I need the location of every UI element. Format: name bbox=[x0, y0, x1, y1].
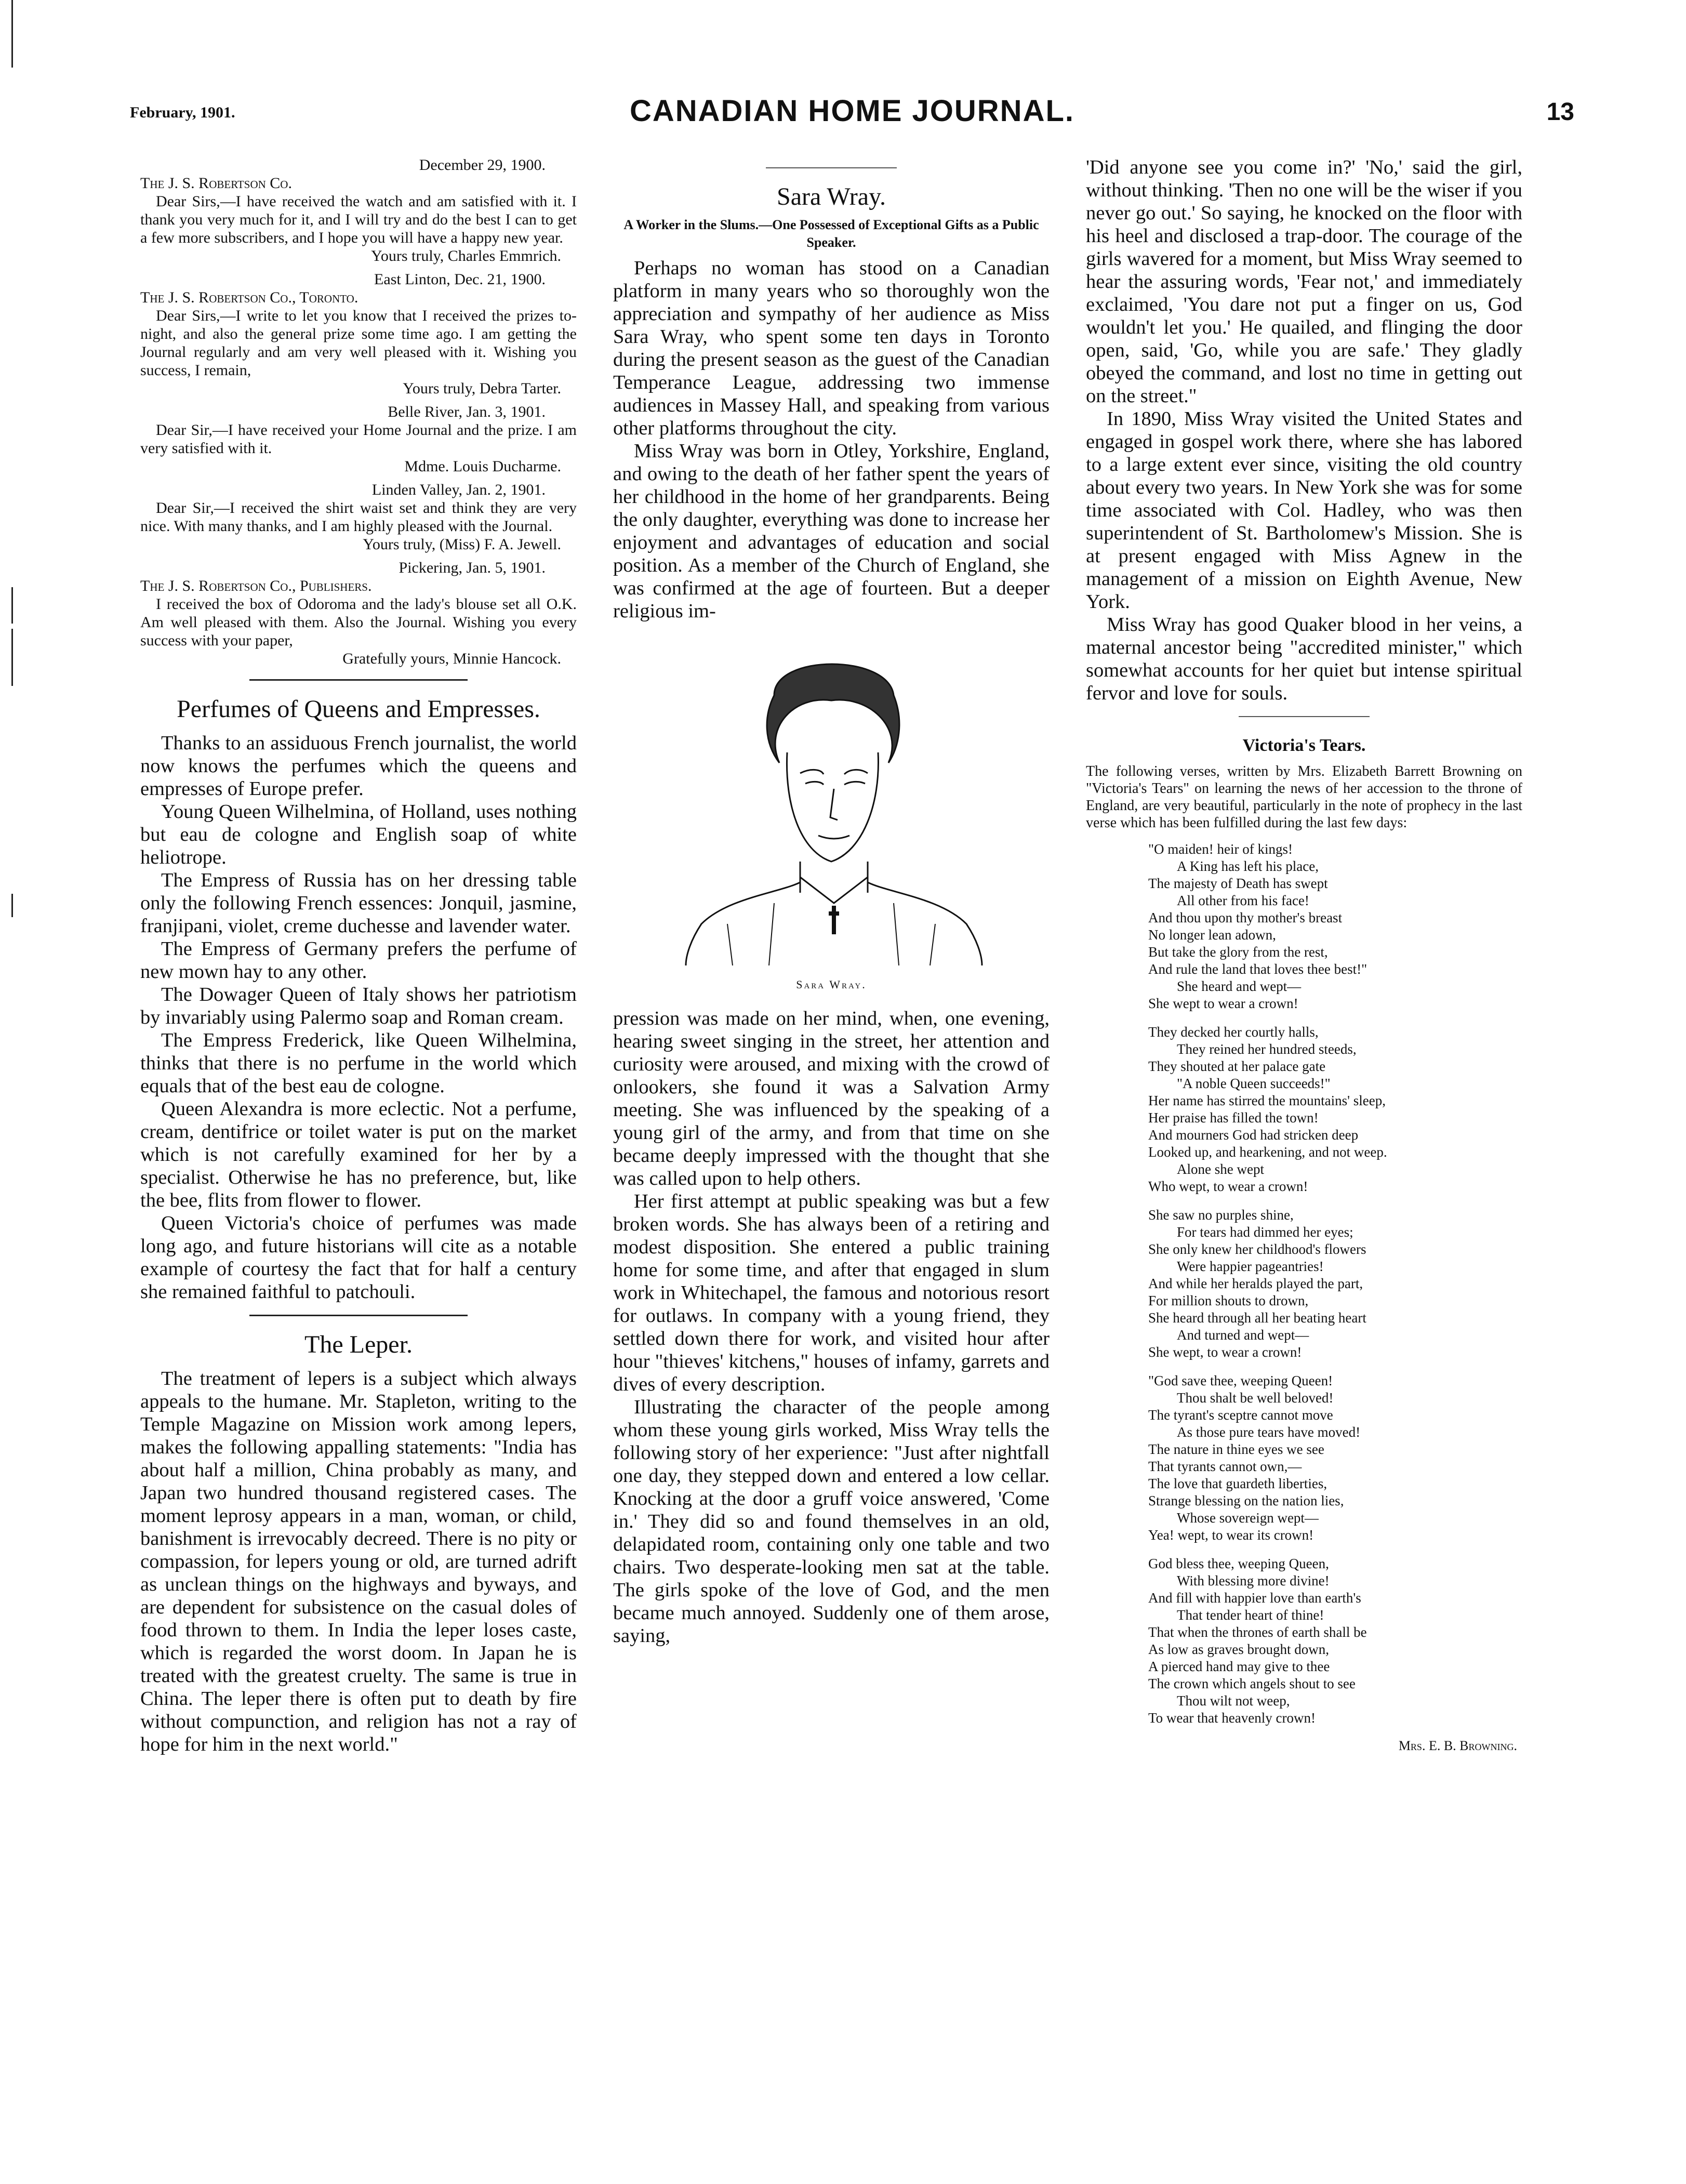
letter-signature: Yours truly, Debra Tarter. bbox=[403, 380, 561, 397]
poem-line: And turned and wept— bbox=[1177, 1327, 1309, 1343]
paragraph: Thanks to an assiduous French journalist, the world now knows the perfumes which the queens and empresses of Europe prefer. bbox=[140, 732, 577, 800]
margin-rule bbox=[11, 0, 13, 68]
letter-signature: Yours truly, (Miss) F. A. Jewell. bbox=[363, 536, 561, 553]
poem-line: And rule the land that loves thee best!" bbox=[1148, 961, 1368, 977]
stanza bbox=[1148, 1207, 1522, 1361]
letter-dateline: December 29, 1900. bbox=[419, 156, 546, 174]
poem-intro: The following verses, written by Mrs. Elizabeth Barrett Browning on "Victoria's Tears" on learning the news of her accession to the throne of England, are very beautiful, particularly in the note of prophecy in the last verse which has been fulfilled during the last few days: bbox=[1086, 763, 1522, 831]
divider bbox=[1239, 716, 1370, 717]
poem-line: Looked up, and hearkening, and not weep. bbox=[1148, 1144, 1387, 1160]
paragraph: The Empress of Germany prefers the perfume of new mown hay to any other. bbox=[140, 938, 577, 983]
letter bbox=[140, 156, 577, 265]
poem-line: And fill with happier love than earth's bbox=[1148, 1590, 1361, 1606]
poem-line: They reined her hundred steeds, bbox=[1177, 1041, 1357, 1057]
paragraph: pression was made on her mind, when, one evening, hearing sweet singing in the street, her attention and curiosity were aroused, and mixing with the crowd of onlookers, she found it was a Salvation Army meeting. She was influenced by the speaking of a young girl of the army, and from that time on she became deeply impressed with the thought that she was called upon to help others. bbox=[613, 1008, 1050, 1189]
sara-article-continued bbox=[613, 1007, 1050, 1647]
divider bbox=[766, 167, 897, 168]
poem-line: They shouted at her palace gate bbox=[1148, 1058, 1326, 1074]
poem-line: That when the thrones of earth shall be bbox=[1148, 1624, 1367, 1640]
sara-subtitle: A Worker in the Slums.—One Possessed of Exceptional Gifts as a Public Speaker. bbox=[623, 217, 1039, 250]
poem-line: She heard and wept— bbox=[1177, 978, 1302, 994]
sara-article-end bbox=[1086, 156, 1522, 705]
poem-line: Her name has stirred the mountains' sleep, bbox=[1148, 1093, 1386, 1108]
poem-line: But take the glory from the rest, bbox=[1148, 944, 1328, 960]
poem-line: A King has left his place, bbox=[1177, 858, 1319, 874]
poem-line: Her praise has filled the town! bbox=[1148, 1110, 1319, 1126]
issue-date: February, 1901. bbox=[130, 104, 235, 121]
letters-section bbox=[140, 156, 577, 668]
paragraph: 'Did anyone see you come in?' 'No,' said the girl, without thinking. 'Then no one will be the wiser if you never go out.' So saying, he knocked on the floor with his heel and disclosed a trap-door. The courage of the girls wavered for a moment, but Miss Wray seemed to hear the assuring words, 'Fear not,' and immediately exclaimed, 'You dare not put a finger on us, God wouldn't let you.' He quailed, and flinging the door open, said, 'Go, while you are safe.' They gladly obeyed the command, and lost no time in getting out on the street." bbox=[1086, 156, 1522, 407]
poem-line: Alone she wept bbox=[1177, 1161, 1264, 1177]
letter bbox=[140, 403, 577, 475]
poem-signature: Mrs. E. B. Browning. bbox=[1398, 1738, 1517, 1753]
poem-line: She wept to wear a crown! bbox=[1148, 996, 1298, 1011]
column-middle bbox=[613, 156, 1050, 1647]
letter-recipient: The J. S. Robertson Co., Publishers. bbox=[140, 577, 372, 594]
letter bbox=[140, 270, 577, 398]
divider bbox=[249, 1315, 468, 1316]
sara-wray-portrait bbox=[644, 633, 1018, 965]
letter-body: I received the box of Odoroma and the lady's blouse set all O.K. Am well pleased with them. Also the Journal. Wishing you every success with your paper, bbox=[140, 595, 577, 649]
poem-line: For tears had dimmed her eyes; bbox=[1177, 1224, 1353, 1240]
letter-body: Dear Sirs,—I have received the watch and am satisfied with it. I thank you very much for it, and I will try and do the best I can to get a few more subscribers, and I hope you will have a happy new year. bbox=[140, 193, 577, 246]
poem-line: The nature in thine eyes we see bbox=[1148, 1441, 1324, 1457]
column-right bbox=[1086, 156, 1522, 1754]
poem-line: She saw no purples shine, bbox=[1148, 1207, 1294, 1223]
margin-rule bbox=[11, 894, 13, 917]
letter-recipient: The J. S. Robertson Co., Toronto. bbox=[140, 289, 359, 306]
stanza bbox=[1148, 841, 1522, 1012]
poem-line: And mourners God had stricken deep bbox=[1148, 1127, 1359, 1143]
paragraph: Miss Wray was born in Otley, Yorkshire, England, and owing to the death of her father spent the years of her childhood in the home of her grandparents. Being the only daughter, everything was done to increase her enjoyment and advantages of education and social position. As a member of the Church of England, she was confirmed at the age of fourteen. But a deeper religious im- bbox=[613, 440, 1050, 622]
poem-line: Thou wilt not weep, bbox=[1177, 1693, 1290, 1709]
paragraph: Young Queen Wilhelmina, of Holland, uses nothing but eau de cologne and English soap of white heliotrope. bbox=[140, 801, 577, 868]
stanza bbox=[1148, 1024, 1522, 1195]
poem-line: They decked her courtly halls, bbox=[1148, 1024, 1319, 1040]
poem-line: The tyrant's sceptre cannot move bbox=[1148, 1407, 1333, 1423]
journal-title: CANADIAN HOME JOURNAL. bbox=[630, 94, 1074, 128]
poem-line: The majesty of Death has swept bbox=[1148, 876, 1328, 891]
poem-line: Strange blessing on the nation lies, bbox=[1148, 1493, 1344, 1508]
paragraph: Illustrating the character of the people among whom these young girls worked, Miss Wray tells the following story of her experience: "Just after nightfall one day, they stepped down and entered a low cellar. Knocking at the door a gruff voice answered, 'Come in.' They did so and found themselves in an old, delapidated room, containing only one table and two chairs. Two desperate-looking men sat at the table. The girls spoke of the love of God, and the men became much annoyed. Suddenly one of them arose, saying, bbox=[613, 1396, 1050, 1647]
letter-dateline: East Linton, Dec. 21, 1900. bbox=[374, 271, 546, 288]
poem-line: Who wept, to wear a crown! bbox=[1148, 1179, 1308, 1194]
poem-line: "O maiden! heir of kings! bbox=[1148, 841, 1293, 857]
poem-line: That tyrants cannot own,— bbox=[1148, 1459, 1302, 1474]
poem-line: The love that guardeth liberties, bbox=[1148, 1476, 1327, 1491]
stanza bbox=[1148, 1372, 1522, 1544]
poem-line: Yea! wept, to wear its crown! bbox=[1148, 1527, 1314, 1543]
poem-line: "A noble Queen succeeds!" bbox=[1177, 1076, 1331, 1091]
page-header bbox=[130, 94, 1574, 140]
poem-line: For million shouts to drown, bbox=[1148, 1293, 1309, 1308]
poem-line: And while her heralds played the part, bbox=[1148, 1276, 1363, 1291]
paragraph: Miss Wray has good Quaker blood in her veins, a maternal ancestor being "accredited minister," which somewhat accounts for her quiet but intense spiritual fervor and love for souls. bbox=[1086, 614, 1522, 704]
paragraph: In 1890, Miss Wray visited the United States and engaged in gospel work there, where she has labored to a large extent ever since, visiting the old country about every two years. In New York she was for some time associated with Col. Hadley, who was then superintendent of St. Bartholomew's Mission. She is at present engaged with Miss Agnew in the management of a mission on Eighth Avenue, New York. bbox=[1086, 408, 1522, 613]
poem-line: To wear that heavenly crown! bbox=[1148, 1710, 1316, 1726]
poem-line: No longer lean adown, bbox=[1148, 927, 1276, 943]
page-number: 13 bbox=[1546, 98, 1574, 126]
poem-line: As those pure tears have moved! bbox=[1177, 1424, 1361, 1440]
letter-body: Dear Sir,—I have received your Home Journal and the prize. I am very satisfied with it. bbox=[140, 421, 577, 457]
letter-body: Dear Sirs,—I write to let you know that I received the prizes to-night, and also the general prize some time ago. I am getting the Journal regularly and am very well pleased with it. Wishing you success, I remain, bbox=[140, 307, 577, 379]
paragraph: Queen Victoria's choice of perfumes was made long ago, and future historians will cite as a notable example of courtesy the fact that for half a century she remained faithful to patchouli. bbox=[140, 1212, 577, 1303]
sara-title: Sara Wray. bbox=[777, 183, 886, 210]
poem-line: That tender heart of thine! bbox=[1177, 1607, 1324, 1623]
paragraph: Perhaps no woman has stood on a Canadian platform in many years who so thoroughly won the appreciation and sympathy of her audience as Miss Sara Wray, who spent some ten days in Toronto during the present season as the guest of the Canadian Temperance League, addressing two immense audiences in Massey Hall, and speaking from various other platforms throughout the city. bbox=[613, 257, 1050, 439]
paragraph: Queen Alexandra is more eclectic. Not a perfume, cream, dentifrice or toilet water is put on the market which is not carefully examined for her by a specialist. Otherwise he has no preference, but, like the bee, flits from flower to flower. bbox=[140, 1098, 577, 1211]
leper-title: The Leper. bbox=[304, 1331, 413, 1358]
letter-dateline: Pickering, Jan. 5, 1901. bbox=[399, 559, 546, 576]
paragraph: The Empress of Russia has on her dressing table only the following French essences: Jonquil, jasmine, franjipani, violet, creme duchesse and lavender water. bbox=[140, 869, 577, 937]
letter-body: Dear Sir,—I received the shirt waist set and think they are very nice. With many thanks, and I am highly pleased with the Journal. bbox=[140, 499, 577, 535]
paragraph: The Dowager Queen of Italy shows her patriotism by invariably using Palermo soap and Roman cream. bbox=[140, 984, 577, 1028]
margin-rule bbox=[11, 629, 13, 686]
poem bbox=[1148, 841, 1522, 1727]
paragraph: The Empress Frederick, like Queen Wilhelmina, thinks that there is no perfume in the world which equals that of the best eau de cologne. bbox=[140, 1029, 577, 1097]
letter-dateline: Belle River, Jan. 3, 1901. bbox=[388, 403, 546, 420]
letter-signature: Gratefully yours, Minnie Hancock. bbox=[342, 650, 561, 667]
poem-line: As low as graves brought down, bbox=[1148, 1642, 1329, 1657]
letter-signature: Mdme. Louis Ducharme. bbox=[404, 458, 561, 475]
poem-line: The crown which angels shout to see bbox=[1148, 1676, 1356, 1691]
margin-rule bbox=[11, 587, 13, 624]
perfumes-article bbox=[140, 732, 577, 1303]
letter bbox=[140, 481, 577, 553]
poem-line: All other from his face! bbox=[1177, 893, 1309, 908]
poem-line: And thou upon thy mother's breast bbox=[1148, 910, 1343, 925]
poem-line: Were happier pageantries! bbox=[1177, 1259, 1324, 1274]
letter bbox=[140, 559, 577, 668]
poem-line: She heard through all her beating heart bbox=[1148, 1310, 1366, 1326]
letter-dateline: Linden Valley, Jan. 2, 1901. bbox=[371, 481, 546, 498]
poem-line: With blessing more divine! bbox=[1177, 1573, 1330, 1589]
poem-line: Thou shalt be well beloved! bbox=[1177, 1390, 1334, 1406]
perfumes-title: Perfumes of Queens and Empresses. bbox=[177, 695, 540, 723]
letter-recipient: The J. S. Robertson Co. bbox=[140, 175, 292, 192]
poem-line: God bless thee, weeping Queen, bbox=[1148, 1556, 1329, 1571]
column-left bbox=[140, 156, 577, 1756]
sara-article bbox=[613, 257, 1050, 623]
letter-signature: Yours truly, Charles Emmrich. bbox=[371, 247, 561, 264]
divider bbox=[249, 679, 468, 681]
leper-article bbox=[140, 1367, 577, 1756]
poem-line: "God save thee, weeping Queen! bbox=[1148, 1373, 1333, 1388]
poem-line: A pierced hand may give to thee bbox=[1148, 1659, 1330, 1674]
portrait-caption: Sara Wray. bbox=[796, 978, 867, 991]
victoria-title: Victoria's Tears. bbox=[1242, 736, 1366, 755]
stanza bbox=[1148, 1555, 1522, 1727]
paragraph: Her first attempt at public speaking was but a few broken words. She has always been of a retiring and modest disposition. She entered a public training home for some time, and after that engaged in slum work in Whitechapel, the famous and notorious resort for outlaws. In company with a young friend, they settled down there for work, and visited hour after hour "thieves' kitchens," houses of infamy, garrets and dives of every description. bbox=[613, 1190, 1050, 1395]
paragraph: The treatment of lepers is a subject which always appeals to the humane. Mr. Stapleton, writing to the Temple Magazine on Mission work among lepers, makes the following appalling statements: "India has about half a million, China probably as many, and Japan two hundred thousand registered cases. The moment leprosy appears in a man, woman, or child, banishment is irrevocably decreed. There is no pity or compassion, for lepers young or old, are turned adrift as unclean things on the highways and byways, and are dependent for subsistence on the casual doles of food thrown to them. In India the leper loses caste, which is regarded the worst doom. In Japan he is treated with the greatest cruelty. The same is true in China. The leper there is often put to death by fire without compunction, and religion has not a ray of hope for him in the next world." bbox=[140, 1368, 577, 1755]
poem-line: Whose sovereign wept— bbox=[1177, 1510, 1319, 1526]
poem-line: She only knew her childhood's flowers bbox=[1148, 1241, 1366, 1257]
poem-line: She wept, to wear a crown! bbox=[1148, 1344, 1302, 1360]
